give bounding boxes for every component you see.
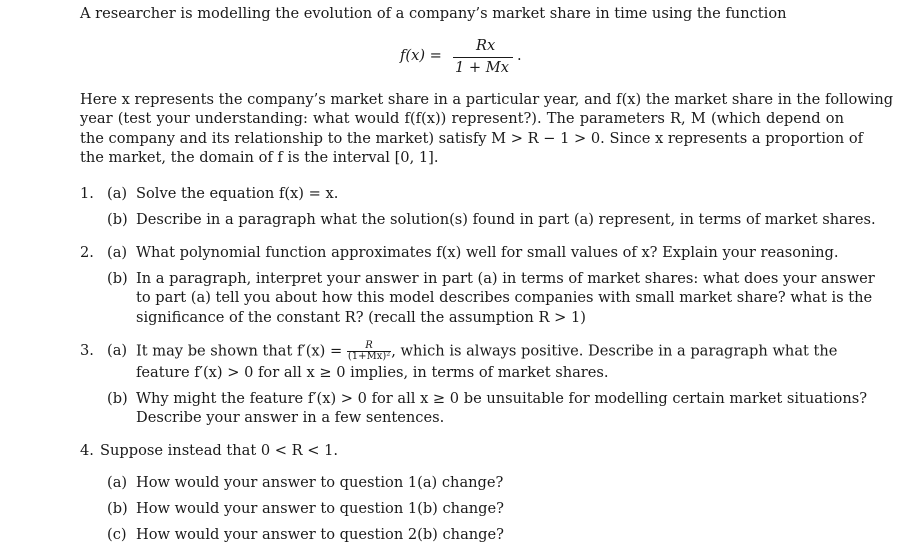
- part-text-pre: It may be shown that f′(x) =: [136, 342, 343, 360]
- part-text: In a paragraph, interpret your answer in part (a) in terms of market shares: what does your answer: [136, 270, 875, 287]
- part-label: (c): [107, 526, 127, 543]
- part-label: (b): [107, 500, 128, 517]
- intro-paragraph-line: Here x represents the company’s market share in a particular year, and f(x) the market share in the following: [80, 91, 894, 108]
- intro-paragraph-line: the market, the domain of f is the interval [0, 1].: [80, 149, 439, 166]
- part-text: What polynomial function approximates f(x) well for small values of x? Explain your reasoning.: [136, 244, 839, 261]
- part-label: (a): [107, 474, 128, 491]
- part-text: Describe your answer in a few sentences.: [136, 409, 445, 426]
- part-text: significance of the constant R? (recall the assumption R > 1): [136, 309, 586, 326]
- formula-lhs: f(x) =: [400, 47, 442, 64]
- part-text: feature f′(x) > 0 for all x ≥ 0 implies, in terms of market shares.: [136, 364, 609, 381]
- question-stem: Suppose instead that 0 < R < 1.: [100, 442, 339, 459]
- part-label: (b): [107, 211, 128, 228]
- part-label: (b): [107, 390, 128, 407]
- part-text: How would your answer to question 2(b) change?: [136, 526, 504, 543]
- intro-paragraph-line: year (test your understanding: what would f(f(x)) represent?). The parameters R, M (which depend on: [80, 110, 844, 127]
- part-text: Describe in a paragraph what the solution(s) found in part (a) represent, in terms of market shares.: [136, 211, 876, 228]
- part-text: Solve the equation f(x) = x.: [136, 185, 339, 202]
- part-label: (a): [107, 244, 128, 261]
- part-label: (b): [107, 270, 128, 287]
- formula-fraction-bar: [453, 57, 513, 58]
- fraction-numerator: R: [347, 341, 391, 352]
- part-text: Why might the feature f′(x) > 0 for all x ≥ 0 be unsuitable for modelling certain market situations?: [136, 390, 868, 407]
- question-number: 3.: [80, 342, 94, 359]
- part-text-post: , which is always positive. Describe in a paragraph what the: [391, 342, 838, 360]
- part-label: (a): [107, 342, 128, 359]
- intro-line: A researcher is modelling the evolution of a company’s market share in time using the function: [80, 5, 787, 22]
- question-number: 1.: [80, 185, 94, 202]
- formula-denominator: 1 + Mx: [455, 59, 509, 76]
- question-number: 4.: [80, 442, 94, 459]
- part-label: (a): [107, 185, 128, 202]
- part-text: to part (a) tell you about how this model describes companies with small market share? what is the: [136, 289, 873, 306]
- fraction-denominator: (1+Mx)²: [347, 351, 391, 362]
- question-number: 2.: [80, 244, 94, 261]
- derivative-fraction: [347, 341, 391, 362]
- part-text: How would your answer to question 1(b) change?: [136, 500, 504, 517]
- intro-paragraph-line: the company and its relationship to the market) satisfy M > R − 1 > 0. Since x represents a proportion of: [80, 130, 864, 147]
- formula-period: .: [517, 47, 522, 64]
- part-text-with-fraction: [136, 341, 837, 362]
- part-text: How would your answer to question 1(a) change?: [136, 474, 504, 491]
- formula-numerator: Rx: [476, 37, 496, 54]
